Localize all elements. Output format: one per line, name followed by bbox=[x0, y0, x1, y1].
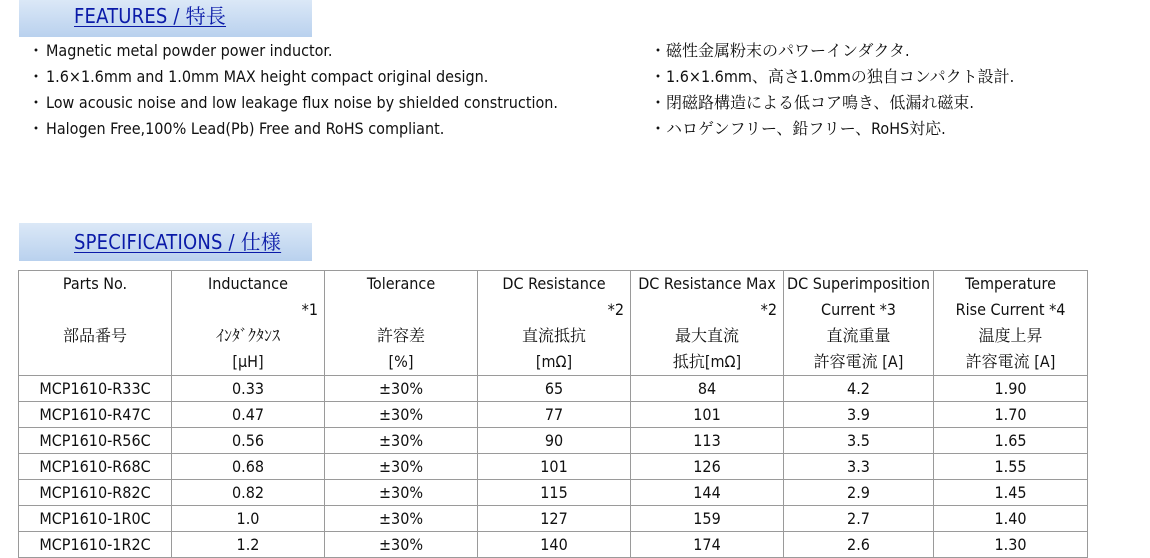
feature-item-ja: ・閉磁路構造による低コア鳴き、低漏れ磁束. bbox=[650, 93, 974, 112]
table-cell: 1.0 bbox=[172, 506, 325, 532]
table-cell: 0.82 bbox=[172, 480, 325, 506]
table-row bbox=[19, 454, 1088, 480]
column-header-line: *2 bbox=[760, 300, 777, 319]
features-list-english bbox=[28, 38, 558, 142]
table-cell: 90 bbox=[478, 428, 631, 454]
column-header-line: [mΩ] bbox=[535, 352, 573, 371]
table-cell: 65 bbox=[478, 376, 631, 402]
bullet-icon: ・ bbox=[28, 41, 45, 60]
table-cell: ±30% bbox=[325, 480, 478, 506]
table-cell: ±30% bbox=[325, 506, 478, 532]
feature-item-ja: ・ハロゲンフリー、鉛フリー、RoHS対応. bbox=[650, 119, 946, 138]
table-cell: 0.68 bbox=[172, 454, 325, 480]
column-header bbox=[19, 271, 172, 376]
table-cell: 4.2 bbox=[784, 376, 934, 402]
table-row bbox=[19, 480, 1088, 506]
table-body bbox=[19, 376, 1088, 558]
table-cell: 1.40 bbox=[934, 506, 1088, 532]
column-header-line: 許容差 bbox=[376, 326, 425, 345]
table-row bbox=[19, 532, 1088, 558]
feature-item-ja: ・1.6×1.6mm、高さ1.0mmの独自コンパクト設計. bbox=[650, 67, 1015, 86]
table-cell: 127 bbox=[478, 506, 631, 532]
column-header-line: *2 bbox=[607, 300, 624, 319]
table-cell: 0.33 bbox=[172, 376, 325, 402]
column-header-line bbox=[19, 349, 171, 375]
table-cell: 1.45 bbox=[934, 480, 1088, 506]
table-cell: 2.9 bbox=[784, 480, 934, 506]
column-header-line: 許容電流 [A] bbox=[813, 352, 904, 371]
table-cell: ±30% bbox=[325, 402, 478, 428]
table-cell: MCP1610-1R0C bbox=[19, 506, 172, 532]
features-heading bbox=[19, 0, 312, 37]
column-header-line: 直流抵抗 bbox=[521, 326, 586, 345]
table-cell: 159 bbox=[631, 506, 784, 532]
column-header-line: [%] bbox=[388, 352, 414, 371]
table-cell: ±30% bbox=[325, 532, 478, 558]
table-cell: MCP1610-R33C bbox=[19, 376, 172, 402]
table-cell: 140 bbox=[478, 532, 631, 558]
table-cell: 3.5 bbox=[784, 428, 934, 454]
column-header-line bbox=[325, 297, 477, 323]
column-header-line: DC Superimposition bbox=[787, 274, 930, 293]
table-cell: ±30% bbox=[325, 428, 478, 454]
bullet-icon: ・ bbox=[28, 119, 45, 138]
table-cell: 115 bbox=[478, 480, 631, 506]
table-cell: 84 bbox=[631, 376, 784, 402]
column-header-line: Rise Current *4 bbox=[955, 300, 1066, 319]
table-cell: 77 bbox=[478, 402, 631, 428]
table-cell: 1.70 bbox=[934, 402, 1088, 428]
table-cell: MCP1610-1R2C bbox=[19, 532, 172, 558]
specifications-table bbox=[18, 270, 1088, 558]
feature-text: Low acousic noise and low leakage flux noise by shielded construction. bbox=[46, 93, 558, 112]
column-header-line: 直流重量 bbox=[826, 326, 891, 345]
column-header bbox=[631, 271, 784, 376]
table-cell: 0.56 bbox=[172, 428, 325, 454]
features-list-japanese bbox=[650, 38, 1014, 142]
table-cell: 1.30 bbox=[934, 532, 1088, 558]
table-cell: 113 bbox=[631, 428, 784, 454]
column-header bbox=[934, 271, 1088, 376]
feature-item-ja: ・磁性金属粉末のパワーインダクタ. bbox=[650, 41, 910, 60]
table-cell: MCP1610-R68C bbox=[19, 454, 172, 480]
specifications-heading bbox=[19, 223, 312, 261]
column-header-line: Temperature bbox=[965, 274, 1056, 293]
column-header-line: DC Resistance bbox=[502, 274, 606, 293]
column-header-line: 最大直流 bbox=[674, 326, 739, 345]
feature-item-en bbox=[28, 64, 558, 90]
specifications-heading-text: SPECIFICATIONS / 仕様 bbox=[74, 230, 282, 254]
table-row bbox=[19, 428, 1088, 454]
column-header bbox=[784, 271, 934, 376]
table-cell: MCP1610-R47C bbox=[19, 402, 172, 428]
table-row bbox=[19, 506, 1088, 532]
column-header-line: 許容電流 [A] bbox=[965, 352, 1056, 371]
column-header-line: Inductance bbox=[208, 274, 288, 293]
table-cell: 101 bbox=[631, 402, 784, 428]
column-header-line: Tolerance bbox=[366, 274, 436, 293]
column-header-line bbox=[19, 297, 171, 323]
column-header-line: 部品番号 bbox=[62, 326, 127, 345]
table-cell: MCP1610-R82C bbox=[19, 480, 172, 506]
bullet-icon: ・ bbox=[28, 93, 45, 112]
feature-item-en bbox=[28, 90, 558, 116]
feature-item-en bbox=[28, 116, 558, 142]
table-cell: 144 bbox=[631, 480, 784, 506]
column-header bbox=[172, 271, 325, 376]
column-header bbox=[478, 271, 631, 376]
column-header-line: *1 bbox=[301, 300, 318, 319]
feature-text: Magnetic metal powder power inductor. bbox=[46, 41, 333, 60]
table-cell: 1.90 bbox=[934, 376, 1088, 402]
table-cell: 3.9 bbox=[784, 402, 934, 428]
column-header-line: 抵抗[mΩ] bbox=[672, 352, 742, 371]
table-cell: 174 bbox=[631, 532, 784, 558]
table-row bbox=[19, 376, 1088, 402]
column-header-line: ｲﾝﾀﾞｸﾀﾝｽ bbox=[215, 326, 280, 345]
table-cell: 126 bbox=[631, 454, 784, 480]
table-cell: ±30% bbox=[325, 454, 478, 480]
column-header-line: [μH] bbox=[232, 352, 264, 371]
feature-text: Halogen Free,100% Lead(Pb) Free and RoHS compliant. bbox=[46, 119, 445, 138]
column-header bbox=[325, 271, 478, 376]
feature-item-en bbox=[28, 38, 558, 64]
table-cell: 101 bbox=[478, 454, 631, 480]
table-cell: 1.55 bbox=[934, 454, 1088, 480]
column-header-line: Current *3 bbox=[821, 300, 896, 319]
table-cell: MCP1610-R56C bbox=[19, 428, 172, 454]
table-cell: ±30% bbox=[325, 376, 478, 402]
table-header-row bbox=[19, 271, 1088, 376]
bullet-icon: ・ bbox=[28, 67, 45, 86]
column-header-line: 温度上昇 bbox=[978, 326, 1043, 345]
table-cell: 1.2 bbox=[172, 532, 325, 558]
table-cell: 2.7 bbox=[784, 506, 934, 532]
table-cell: 0.47 bbox=[172, 402, 325, 428]
column-header-line: Parts No. bbox=[62, 274, 128, 293]
column-header-line: DC Resistance Max bbox=[638, 274, 776, 293]
table-row bbox=[19, 402, 1088, 428]
feature-text: 1.6×1.6mm and 1.0mm MAX height compact original design. bbox=[46, 67, 489, 86]
table-cell: 2.6 bbox=[784, 532, 934, 558]
features-heading-text: FEATURES / 特長 bbox=[74, 4, 227, 28]
table-cell: 3.3 bbox=[784, 454, 934, 480]
table-cell: 1.65 bbox=[934, 428, 1088, 454]
